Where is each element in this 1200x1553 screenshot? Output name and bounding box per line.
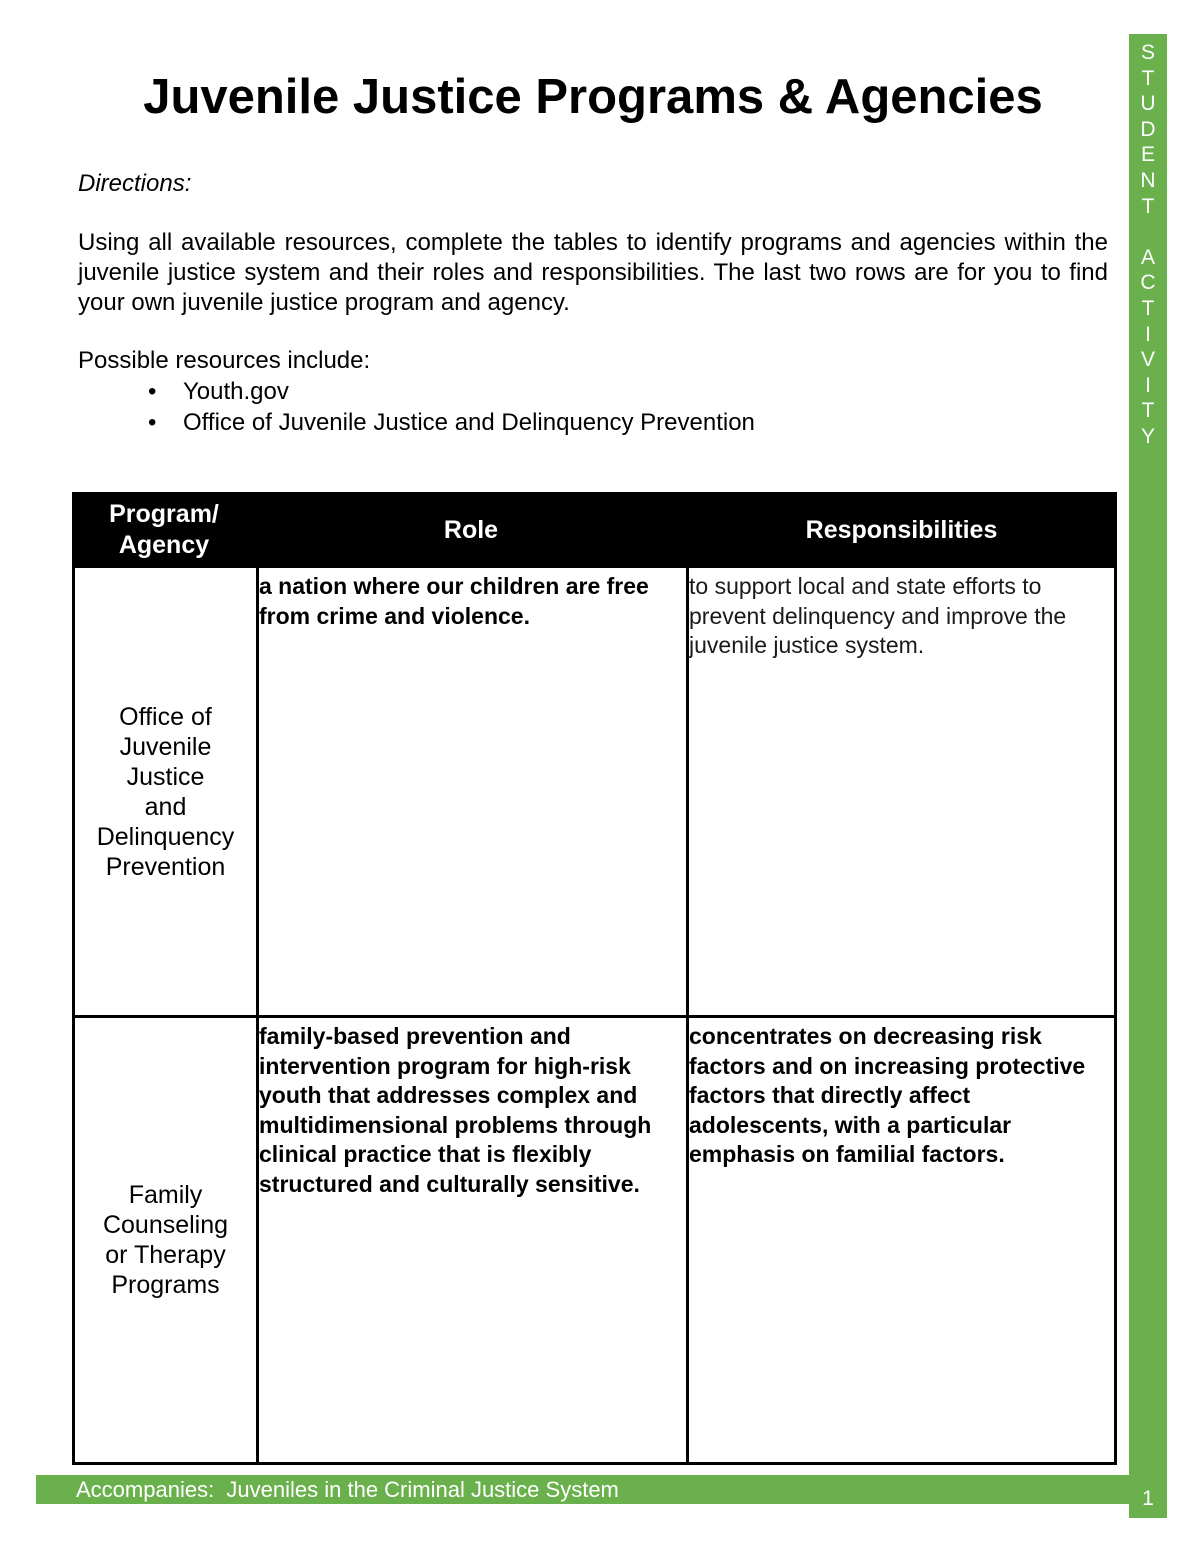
- agency-line: Counseling: [102, 1211, 229, 1239]
- bullet-icon: •: [148, 378, 157, 405]
- programs-table: [72, 492, 1117, 1465]
- header-program-agency: [72, 492, 256, 568]
- table-row-2-responsibilities: concentrates on decreasing risk factors and on increasing protective factors that directly affect adolescents, with a particular emphasis on familial factors.: [689, 1023, 1086, 1167]
- footer-bar: [36, 1475, 1130, 1504]
- sidebar-label: S T U D E N T A C T I V I T Y: [1140, 41, 1156, 448]
- agency-line: Juvenile: [119, 732, 212, 761]
- agency-line: and: [144, 792, 187, 821]
- header-program-line1: Program/: [109, 500, 219, 528]
- page-title: Juvenile Justice Programs & Agencies: [143, 70, 1043, 124]
- table-row-2-agency: [72, 1015, 256, 1465]
- agency-line: Prevention: [105, 852, 226, 881]
- student-activity-sidebar: [1129, 34, 1167, 1518]
- directions-label: Directions:: [78, 170, 192, 197]
- agency-line: Programs: [111, 1271, 220, 1299]
- agency-line: Family: [128, 1181, 203, 1209]
- footer-text: Accompanies: Juveniles in the Criminal Justice System: [76, 1477, 619, 1502]
- agency-line: Justice: [126, 762, 205, 791]
- bullet-icon: •: [148, 409, 157, 436]
- table-row-1-role: a nation where our children are free from crime and violence.: [259, 573, 649, 629]
- resource-ojjdp: Office of Juvenile Justice and Delinquency Prevention: [183, 409, 755, 436]
- table-row-1-agency: [72, 568, 256, 1018]
- header-responsibilities: Responsibilities: [686, 492, 1117, 568]
- resources-label: Possible resources include:: [78, 347, 371, 374]
- page-number: 1: [1142, 1487, 1154, 1510]
- table-row-1-responsibilities-cell[interactable]: [686, 568, 1117, 1018]
- resource-list: [78, 376, 755, 438]
- resource-youth-gov: Youth.gov: [183, 378, 289, 405]
- table-row-2-responsibilities-cell[interactable]: [686, 1015, 1117, 1465]
- agency-line: or Therapy: [105, 1241, 226, 1269]
- agency-line: Delinquency: [96, 822, 235, 851]
- table-row-2-role: family-based prevention and intervention program for high-risk youth that addresses complex and multidimensional problems through clinical practice that is flexibly structured and culturally sensitive.: [259, 1023, 652, 1197]
- table-row-2-role-cell[interactable]: [256, 1015, 686, 1465]
- header-role: Role: [256, 492, 686, 568]
- agency-line: Office of: [119, 702, 212, 731]
- table-row-1-responsibilities: to support local and state efforts to prevent delinquency and improve the juvenile justice system.: [689, 573, 1067, 658]
- list-item: [78, 407, 755, 438]
- instructions-paragraph: Using all available resources, complete the tables to identify programs and agencies within the juvenile justice system and their roles and responsibilities. The last two rows are for you to find your own juvenile justice program and agency.: [78, 229, 1108, 316]
- table-row-1-role-cell[interactable]: [256, 568, 686, 1018]
- list-item: [78, 376, 755, 407]
- header-program-line2: Agency: [118, 531, 210, 559]
